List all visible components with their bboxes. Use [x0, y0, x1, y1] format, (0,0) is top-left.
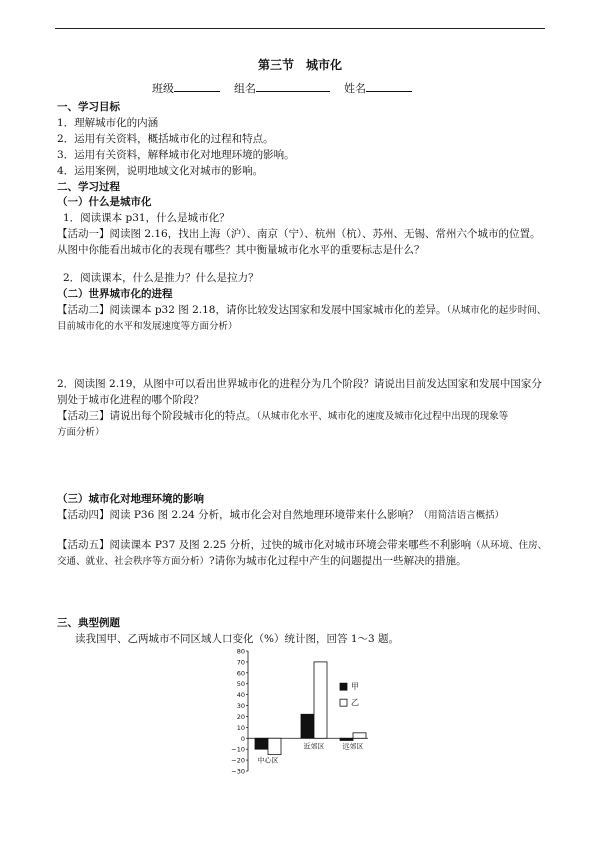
question-line: 1．阅读课本 p31，什么是城市化？	[63, 212, 230, 224]
activity-note: 交通、就业、社会秩序等方面分析）	[57, 556, 210, 567]
goal-item: 3．运用有关资料，解释城市化对地理环境的影响。	[57, 149, 295, 161]
top-rule	[55, 28, 545, 29]
example-intro: 读我国甲、乙两城市不同区域人口变化（%）统计图，回答 1～3 题。	[75, 633, 400, 645]
legend-swatch	[340, 699, 347, 706]
legend-swatch	[340, 683, 347, 690]
y-tick-label: 30	[236, 702, 245, 711]
activity-line	[57, 302, 546, 317]
activity-line: 从图中你能看出城市化的表现有哪些？其中衡量城市化水平的重要标志是什么？	[57, 244, 425, 256]
question-line: 别处于城市化进程的哪个阶段？	[57, 394, 204, 406]
category-label: 中心区	[257, 756, 279, 765]
y-tick-label: 70	[236, 658, 245, 667]
subsection-heading: （三）城市化对地理环境的影响	[57, 493, 204, 505]
question-line: 2．阅读课本，什么是推力？什么是拉力？	[63, 272, 259, 284]
activity-text: 【活动三】请说出每个阶段城市化的特点。	[57, 410, 257, 422]
activity-line	[57, 408, 508, 423]
activity-text: 【活动二】阅读课本 p32 图 2.18，请你比较发达国家和发展中国家城市化的差异。	[57, 304, 447, 316]
goal-item: 2．运用有关资料，概括城市化的过程和特点。	[57, 133, 274, 145]
activity-line: 【活动一】阅读图 2.16，找出上海（沪）、南京（宁）、杭州（杭）、苏州、无锡、常州六个城市的位置。	[57, 228, 541, 240]
bar-乙-远郊区	[353, 733, 366, 738]
y-tick-label: 0	[240, 734, 245, 743]
section-heading: 二、学习过程	[57, 181, 120, 193]
category-label: 近郊区	[303, 742, 325, 751]
question-line: 2．阅读图 2.19，从图中可以看出世界城市化的进程分为几个阶段？请说出目前发达国家和发展中国家分	[57, 378, 542, 390]
y-tick-label: 50	[236, 680, 245, 689]
y-tick-label: 20	[236, 712, 245, 721]
activity-line	[57, 537, 547, 552]
activity-note: （从城市化的起步时间、	[446, 305, 547, 316]
legend-label: 甲	[351, 682, 359, 692]
category-label: 远郊区	[342, 742, 364, 751]
population-change-chart	[228, 646, 378, 776]
name-label: 姓名	[344, 82, 366, 95]
y-tick-label: −30	[231, 767, 245, 776]
y-tick-label: −20	[231, 756, 245, 765]
class-blank[interactable]	[174, 80, 220, 92]
goal-item: 1．理解城市化的内涵	[57, 117, 159, 129]
page-title: 第三节 城市化	[257, 58, 342, 72]
activity-text: 【活动五】阅读课本 P37 及图 2.25 分析，过快的城市化对城市环境会带来哪些不利影响	[57, 539, 472, 551]
subsection-heading: （二）世界城市化的进程	[57, 288, 173, 300]
activity-text: ?请你为城市化过程中产生的问题提出一些解决的措施。	[209, 555, 467, 567]
bar-乙-中心区	[268, 738, 281, 754]
activity-note: 方面分析）	[57, 427, 105, 438]
activity-line	[57, 553, 467, 568]
activity-line	[57, 507, 504, 522]
activity-text: 【活动四】阅读 P36 图 2.24 分析，城市化会对自然地理环境带来什么影响？	[57, 509, 419, 521]
bar-甲-中心区	[255, 738, 268, 749]
bar-甲-近郊区	[301, 714, 314, 738]
class-label: 班级	[152, 82, 174, 95]
legend-label: 乙	[351, 698, 359, 708]
activity-note: （从环境、住房、	[471, 540, 548, 551]
group-blank[interactable]	[256, 80, 330, 92]
student-info-row	[152, 80, 412, 96]
y-tick-label: 40	[236, 691, 245, 700]
name-blank[interactable]	[366, 80, 412, 92]
y-tick-label: 80	[236, 647, 245, 656]
bar-甲-远郊区	[340, 738, 353, 740]
group-label: 组名	[234, 82, 256, 95]
subsection-heading: （一）什么是城市化	[57, 196, 152, 208]
y-tick-label: 60	[236, 669, 245, 678]
activity-note: （从城市化水平、城市化的速度及城市化过程中出现的现象等	[256, 411, 509, 422]
section-heading: 三、典型例题	[57, 617, 120, 629]
activity-note: （用简洁语言概括）	[418, 510, 505, 521]
activity-note: 目前城市化的水平和发展速度等方面分析）	[57, 321, 238, 332]
y-tick-label: −10	[231, 745, 245, 754]
chart-svg	[228, 646, 378, 776]
section-heading: 一、学习目标	[57, 101, 120, 113]
goal-item: 4．运用案例，说明地域文化对城市的影响。	[57, 165, 264, 177]
y-tick-label: 10	[236, 723, 245, 732]
bar-乙-近郊区	[314, 662, 327, 738]
